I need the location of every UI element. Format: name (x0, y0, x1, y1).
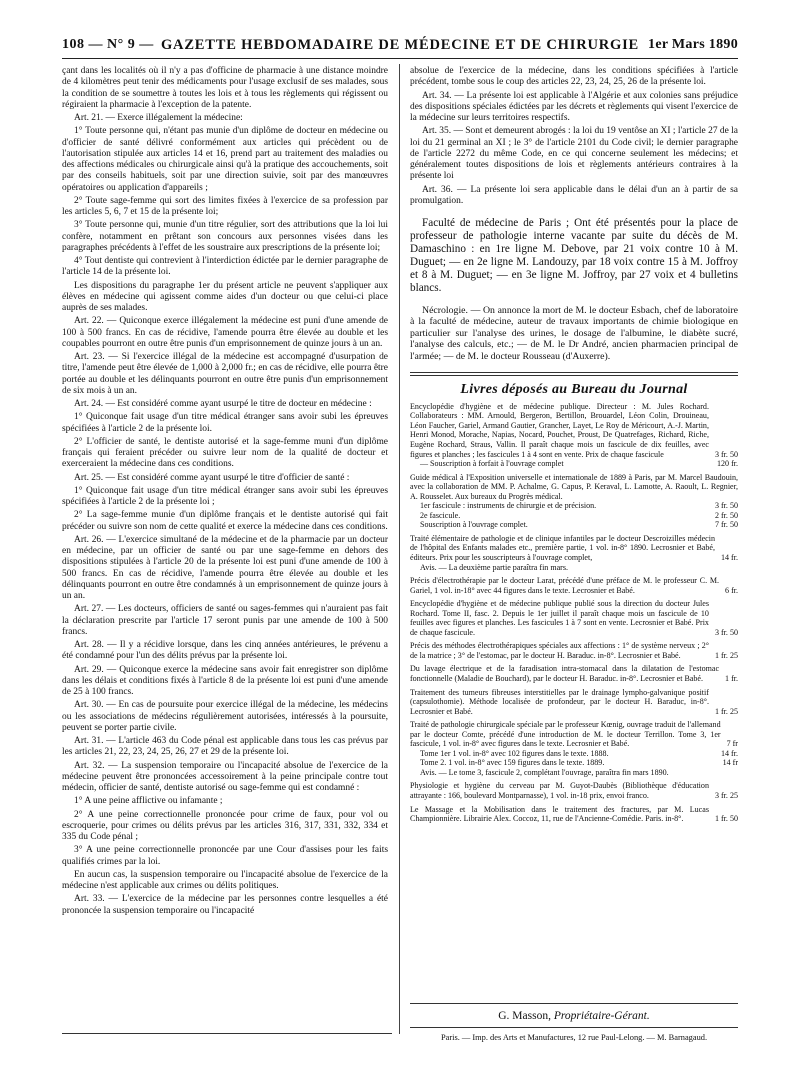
page-header (62, 36, 738, 59)
page-number: 108 — N° 9 — (62, 37, 154, 52)
book-entry-main (410, 781, 738, 800)
necrologie-text: Nécrologie. — On annonce la mort de M. le docteur Esbach, chef de laboratoire à la faculté de médecine, auteur de travaux importants de chimie biologique en particulier sur l'analyse des urines, le dosage de l'albumine, le diabète sucré, l'analyse des calculs, etc.; — de M. le Dr André, ancien pharmacien principal de l'armée; — de M. le docteur Rousseau (d'Auxerre). (410, 304, 738, 362)
book-list (410, 402, 738, 824)
book-subline-text: Avis. — Le tome 3, fascicule 2, complétant l'ouvrage, paraîtra fin mars 1890. (420, 767, 669, 777)
section-rule-double (410, 375, 738, 376)
book-description: Encyclopédie d'hygiène et de médecine publique publié sous la direction du docteur Jules Rochard. Tome II, fasc. 2. Depuis le 1er juillet il paraît chaque mois un fascicule de 10 feuilles avec figures et planches. Les fascicules 1 à 7 sont en vente. Lecrosnier et Babé. Prix de chaque fascicule. (410, 599, 709, 637)
issue-date: 1er Mars 1890 (648, 37, 738, 52)
book-subline-text: 2e fascicule. (420, 510, 461, 520)
left-paragraph: Art. 25. — Est considéré comme ayant usurpé le titre d'officier de santé : (74, 472, 350, 483)
book-entry-main (410, 599, 738, 637)
left-paragraph: Art. 32. — La suspension temporaire ou l'incapacité absolue de l'exercice de la médecine peuvent être prononcées accessoirement à la peine principale contre tout médecin, officier de santé, dentiste autorisé ou sage-femme qui est condamné : (62, 760, 388, 793)
book-subline-price: 7 fr. 50 (714, 520, 738, 530)
book-price: 7 fr (726, 739, 738, 749)
book-subline-price: 14 fr. (721, 748, 738, 758)
book-entry-main (410, 805, 738, 824)
book-entry (410, 473, 738, 530)
book-subline (410, 501, 738, 511)
faculte-text: Faculté de médecine de Paris ; Ont été présentés pour la place de professeur de pathologie interne vacante par suite du décès de M. Damaschino : en 1re ligne M. Debove, par 21 voix contre 10 à M. Duguet; — en 2e ligne M. Landouzy, par 18 voix contre 15 à M. Joffroy et 8 à M. Duguet; — en 3e ligne M. Joffroy, par 27 voix et 4 bulletins blancs. (410, 217, 738, 295)
left-bottom-rule (62, 1033, 392, 1034)
faculte-notice (410, 217, 738, 296)
book-description: Physiologie et hygiène du cerveau par M. Guyot-Daubès (Bibliothèque d'éducation attrayante : 166, boulevard Montparnasse), 1 vol. in-18 prix, envoi franco. (410, 781, 709, 801)
left-paragraph: Art. 31. — L'article 463 du Code pénal est applicable dans tous les cas prévus par les articles 21, 22, 23, 24, 25, 26, 27 et 29 de la présente loi. (62, 736, 388, 758)
articles-continuation (410, 66, 738, 207)
book-price: 3 fr. 25 (714, 791, 738, 801)
left-paragraph: Art. 33. — L'exercice de la médecine par les personnes contre lesquelles a été prononcée la suspension temporaire ou l'incapacité (62, 894, 388, 916)
book-subline-price: 14 fr (722, 758, 738, 768)
left-paragraph: 2° La sage-femme munie d'un diplôme français et le dentiste autorisé qui fait précéder ou suivre son nom de cette qualité et exerce la médecine dans ces conditions. (62, 510, 388, 532)
book-subline (410, 768, 738, 778)
book-entry-main (410, 688, 738, 717)
book-subline-text: Avis. — La deuxième partie paraîtra fin mars. (420, 562, 568, 572)
necrologie-notice (410, 305, 738, 363)
book-entry (410, 402, 738, 469)
book-entry (410, 688, 738, 717)
book-price: 14 fr. (721, 552, 738, 562)
book-entry (410, 781, 738, 800)
left-paragraph: Art. 30. — En cas de poursuite pour exercice illégal de la médecine, les médecins ou les associations de médecins régulièrement autorisées, intéressés à la poursuite, peuvent se porter partie civile. (62, 700, 388, 733)
book-description: Traité élémentaire de pathologie et de clinique infantiles par le docteur Descroizilles médecin de l'hôpital des Enfants malades etc., première partie, 1 vol. in-8° 1890. Lecrosnier et Babé, éditeurs. Prix pour les souscripteurs à l'ouvrage complet, (410, 533, 715, 562)
book-price: 1 fr. 25 (714, 706, 738, 716)
book-price: 1 fr. 25 (714, 650, 738, 660)
right-paragraph: Art. 36. — La présente loi sera applicable dans le délai d'un an à partir de sa promulgation. (410, 184, 738, 206)
book-subline-price: 3 fr. 50 (714, 501, 738, 511)
left-paragraph: Art. 26. — L'exercice simultané de la médecine et de la pharmacie par un docteur en médecine, par un officier de santé ou par une sage-femme en dehors des dispositions stipulées à l'article 20 de la présente loi est puni d'une amende de 100 à 500 francs. En cas de récidive, l'amende pourra être élevée au double et les délinquants pourront en outre être condamnés à un emprisonnement de quinze jours à un an. (62, 534, 388, 601)
book-description: Traité de pathologie chirurgicale spéciale par le professeur Kœnig, ouvrage traduit de l'allemand par le docteur Comte, précédé d'une introduction de M. le docteur Terrillon. Tome 3, 1er fascicule, 1 vol. in-8° avec figures dans le texte. Lecrosnier et Babé. (410, 720, 721, 749)
book-entry-main (410, 402, 738, 459)
journal-title: GAZETTE HEBDOMADAIRE DE MÉDECINE ET DE CHIRURGIE (160, 37, 640, 53)
book-entry-main (410, 720, 738, 749)
left-paragraph: 1° A une peine afflictive ou infamante ; (74, 796, 223, 807)
book-entry (410, 720, 738, 777)
book-description: Traitement des tumeurs fibreuses interstitielles par le drainage lympho-galvanique positif (capsulothomie). Méthode localisée de profondeur, par le docteur H. Baraduc, in-8°. Lecrosnier et Babé. (410, 687, 709, 716)
book-subline-text: 1er fascicule : instruments de chirurgie et de précision. (420, 501, 597, 511)
book-subline (410, 758, 738, 768)
book-description: Le Massage et la Mobilisation dans le traitement des fractures, par M. Lucas Championnière. Librairie Alex. Coccoz, 11, rue de l'Ancienne-Comédie. Paris. in-8°. (410, 804, 709, 824)
left-paragraph: Les dispositions du paragraphe 1er du présent article ne peuvent s'appliquer aux élèves en médecine qui agissent comme aides d'un docteur ou que celui-ci place auprès de ses malades. (62, 280, 388, 313)
book-entry (410, 576, 738, 595)
book-subline-text: Souscription à l'ouvrage complet. (420, 520, 528, 530)
left-paragraph: Art. 27. — Les docteurs, officiers de santé ou sages-femmes qui n'auraient pas fait la déclaration prescrite par l'article 17 seront punis par une amende de 100 à 500 francs. (62, 604, 388, 637)
book-entry (410, 641, 738, 660)
manager-name: G. Masson, (498, 1010, 551, 1022)
right-column (410, 66, 738, 1066)
left-paragraph: 2° Toute sage-femme qui sort des limites fixées à l'exercice de sa profession par les articles 5, 6, 7 et 15 de la présente loi; (62, 195, 388, 217)
book-description: Encyclopédie d'hygiène et de médecine publique. Directeur : M. Jules Rochard. Collaborateurs : MM. Arnould, Bergeron, Bertillon, Brouardel, Léon Colin, Drouineau, Léon Faucher, Gariel, Armand Gautier, Grancher, Layet, Le Roy de Méricourt, A.-J. Martin, Henri Monod, Morache, Napias, Nocard, Pouchet, Proust, De Quatrefages, Richard, Riche, Eugène Rochard, Straus, Vallin. Il paraît chaque mois un fascicule de dix feuilles, avec figures et planches ; les fascicules 1 à 4 sont en vente. Prix de chaque fascicule (410, 401, 709, 459)
book-description: Guide médical à l'Exposition universelle et internationale de 1889 à Paris, par M. Marcel Baudouin, avec la collaboration de MM. P. Achalme, G. Capus, P. Keraval, L. Lamotte, A. Raoult, L. Regnier, A. Rousselet. Aux bureaux du Progrès médical. (410, 472, 738, 501)
book-subline-text: — Souscription à forfait à l'ouvrage complet (420, 459, 564, 469)
left-paragraph: 1° Quiconque fait usage d'un titre médical étranger sans avoir subi les épreuves spécifiées à l'article 2 de la présente loi. (62, 412, 388, 434)
book-price: 1 fr. 50 (714, 814, 738, 824)
book-subline (410, 520, 738, 530)
column-divider (399, 64, 400, 1034)
book-subline (410, 749, 738, 759)
right-paragraph: absolue de l'exercice de la médecine, dans les conditions spécifiées à l'article précédent, tombe sous le coup des articles 22, 23, 24, 25, 26 de la présente loi. (410, 66, 738, 88)
book-price: 3 fr. 50 (714, 627, 738, 637)
left-paragraph: 4° Tout dentiste qui contrevient à l'interdiction édictée par le dernier paragraphe de l'article 14 de la présente loi. (62, 256, 388, 278)
book-subline-text: Tome 2. 1 vol. in-8° avec 159 figures dans le texte. 1889. (420, 758, 605, 768)
section-rule (410, 372, 738, 373)
left-paragraph: 2° A une peine correctionnelle prononcée pour crime de faux, pour vol ou escroquerie, pour crimes ou délits prévus par les articles 316, 317, 331, 332, 334 et 335 du Code pénal ; (62, 809, 388, 842)
left-paragraph: Art. 23. — Si l'exercice illégal de la médecine est accompagné d'usurpation de titre, l'amende peut être élevée de 1,000 à 2,000 fr.; en cas de récidive, elle pourra être portée au double et les délinquants pourront en outre être punis d'un emprisonnement de six mois à un an. (62, 352, 388, 396)
left-paragraph: En aucun cas, la suspension temporaire ou l'incapacité absolue de l'exercice de la médecine n'est applicable aux crimes ou délits politiques. (62, 869, 388, 891)
book-entry-main (410, 473, 738, 502)
book-price: 6 fr. (725, 585, 738, 595)
book-price: 3 fr. 50 (714, 449, 738, 459)
manager-line (410, 1003, 738, 1028)
book-subline-price: 120 fr. (716, 459, 738, 469)
left-paragraph: Art. 21. — Exerce illégalement la médecine: (74, 113, 243, 123)
book-subline (410, 563, 738, 573)
book-entry (410, 534, 738, 572)
book-subline (410, 511, 738, 521)
book-description: Du lavage électrique et de la faradisation intra-stomacal dans la dilatation de l'estomac fonctionnelle (Maladie de Bouchard), par le docteur H. Baraduc. in-8°. Lecrosnier et Babé. (410, 664, 720, 683)
left-paragraph: 3° Toute personne qui, munie d'un titre régulier, sort des attributions que la loi lui confère, notamment en prêtant son concours aux personnes visées dans les paragraphes précédents à l'effet de les soustraire aux prescriptions de la présente loi; (62, 220, 388, 253)
left-paragraph: 3° A une peine correctionnelle prononcée par une Cour d'assises pour les faits qualifiés crimes par la loi. (62, 845, 388, 867)
right-paragraph: Art. 35. — Sont et demeurent abrogés : la loi du 19 ventôse an XI ; l'article 27 de la loi du 21 germinal an XI ; le 3° de l'article 2101 du Code civil; le dernier paragraphe de l'article 2272 du même Code, en ce qui concerne seulement les médecins; et généralement toutes dispositions de lois et règlements antérieurs contraires à la présente loi (410, 126, 738, 182)
book-description: Précis d'électrothérapie par le docteur Larat, précédé d'une préface de M. le professeur C. M. Gariel, 1 vol. in-18° avec 44 figures dans le texte. Lecrosnier et Babé. (410, 576, 720, 595)
book-entry-main (410, 664, 738, 683)
book-description: Précis des méthodes électrothérapiques spéciales aux affections : 1° de système nerveux ; 2° de la matrice ; 3° de l'estomac, par le docteur H. Baraduc. in-8°. Lecrosnier et Babé. (410, 641, 709, 660)
book-subline-price: 2 fr. 50 (714, 510, 738, 520)
left-paragraph: çant dans les localités où il n'y a pas d'officine de pharmacie à une distance moindre de 4 kilomètres peut tenir des médicaments pour l'usage exclusif de ses malades, sous la condition de se soumettre à toutes les lois et à tous les règlements qui régissent ou régiraient la pharmacie à l'exception de la patente. (62, 66, 388, 110)
footer (410, 1003, 738, 1042)
right-paragraph: Art. 34. — La présente loi est applicable à l'Algérie et aux colonies sans préjudice des dispositions spéciales édictées par les décrets et règlements qui visent l'exercice de la médecine sur leurs territoires respectifs. (410, 90, 738, 123)
manager-role: Propriétaire-Gérant. (553, 1010, 650, 1022)
livres-heading: Livres déposés au Bureau du Journal (460, 381, 688, 397)
book-entry (410, 805, 738, 824)
left-paragraph: Art. 28. — Il y a récidive lorsque, dans les cinq années antérieures, le prévenu a été condamné pour l'un des délits prévus par la présente loi. (62, 640, 388, 662)
book-entry-main (410, 576, 738, 595)
book-subline (410, 459, 738, 469)
left-column (62, 66, 388, 1066)
left-paragraph: 1° Quiconque fait usage d'un titre médical étranger sans avoir subi les épreuves spécifiées à l'article 2 de la présente loi ; (62, 485, 388, 507)
left-paragraph: Art. 29. — Quiconque exerce la médecine sans avoir fait enregistrer son diplôme dans les délais et conditions fixés à l'article 8 de la présente loi est puni d'une amende de 25 à 100 francs. (62, 664, 388, 697)
left-paragraph: 1° Toute personne qui, n'étant pas munie d'un diplôme de docteur en médecine ou d'officier de santé délivré conformément aux articles qui précèdent ou de l'autorisation stipulée aux articles 14 et 16, prend part au traitement des maladies ou des affections médicales ou chirurgicale ainsi qu'à la pratique des accouchements, soit par des conseils habituels, soit par une direction suivie, soit par des manœuvres opératoires ou application d'appareils ; (62, 126, 388, 193)
book-entry-main (410, 534, 738, 563)
left-paragraph: Art. 24. — Est considéré comme ayant usurpé le titre de docteur en médecine : (74, 399, 372, 409)
left-paragraph: Art. 22. — Quiconque exerce illégalement la médecine est puni d'une amende de 100 à 500 francs. En cas de récidive, l'amende pourra être élevée au double et les coupables pourront en outre être punis d'un emprisonnement de quinze jours à un an. (62, 316, 388, 349)
imprint: Paris. — Imp. des Arts et Manufactures, 12 rue Paul-Lelong. — M. Barnagaud. (440, 1033, 708, 1042)
book-entry (410, 599, 738, 637)
book-subline-text: Tome 1er 1 vol. in-8° avec 102 figures dans le texte. 1888. (420, 748, 609, 758)
left-paragraph: 2° L'officier de santé, le dentiste autorisé et la sage-femme muni d'un diplôme français qui feraient précéder ou suivre leur nom de la qualité de docteur et exerceraient la médecine dans ces conditions. (62, 436, 388, 470)
book-price: 1 fr. (725, 674, 738, 683)
book-entry (410, 664, 738, 683)
book-entry-main (410, 641, 738, 660)
